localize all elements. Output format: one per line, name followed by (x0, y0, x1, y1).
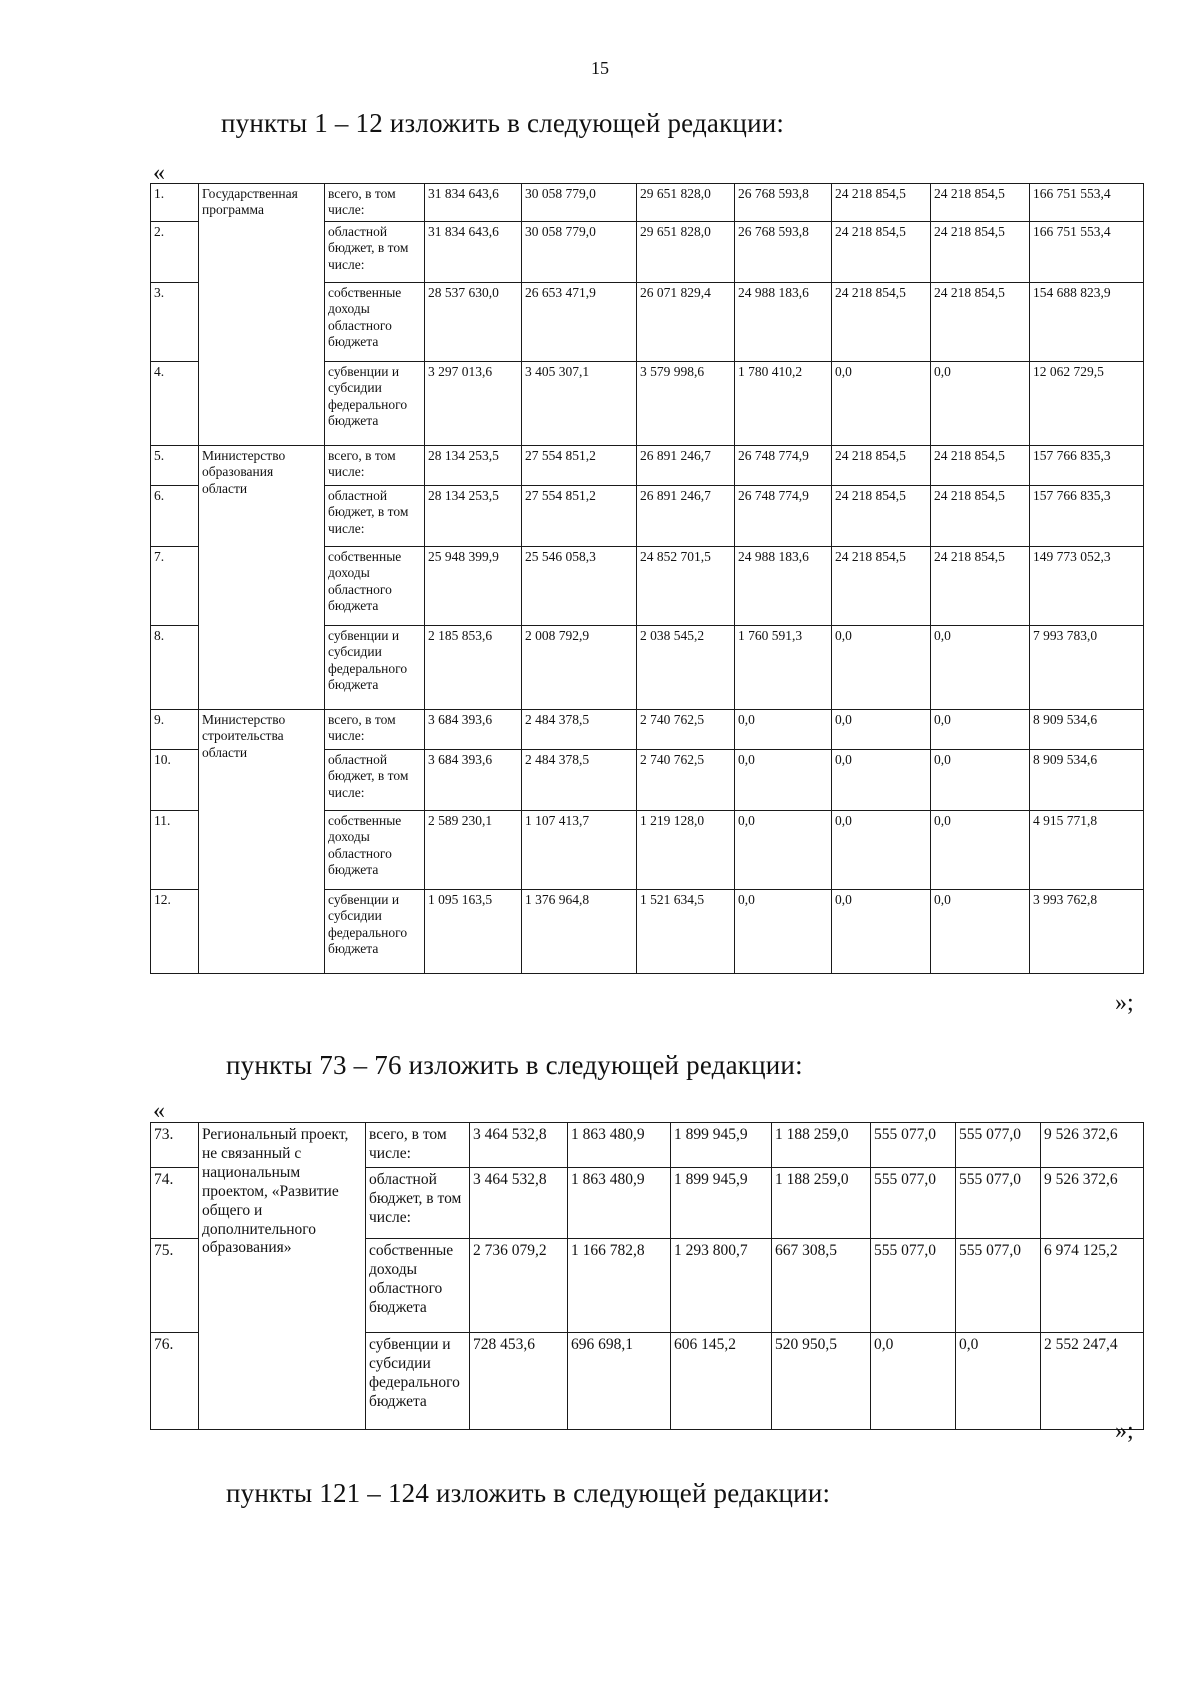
value-cell: 26 748 774,9 (735, 446, 832, 486)
value-cell: 2 484 378,5 (522, 750, 637, 811)
value-cell: 24 218 854,5 (931, 486, 1030, 547)
table-row (151, 446, 1144, 486)
value-cell: 2 589 230,1 (425, 811, 522, 890)
value-cell: 26 653 471,9 (522, 283, 637, 362)
value-cell: 3 405 307,1 (522, 362, 637, 446)
value-cell: 1 166 782,8 (568, 1238, 671, 1332)
total-cell: 8 909 534,6 (1030, 750, 1144, 811)
value-cell: 1 376 964,8 (522, 890, 637, 974)
value-cell: 3 579 998,6 (637, 362, 735, 446)
value-cell: 606 145,2 (671, 1332, 772, 1429)
category-cell: областной бюджет, в том числе: (325, 750, 425, 811)
category-cell: областной бюджет, в том числе: (325, 222, 425, 283)
section-heading: пункты 121 – 124 изложить в следующей редакции: (226, 1478, 831, 1508)
value-cell: 30 058 779,0 (522, 222, 637, 283)
group-name: Региональный проект, не связанный с национальным проектом, «Развитие общего и дополнительного образования» (199, 1123, 366, 1430)
total-cell: 7 993 783,0 (1030, 626, 1144, 710)
budget-table (150, 1122, 1144, 1430)
value-cell: 26 891 246,7 (637, 446, 735, 486)
value-cell: 0,0 (931, 626, 1030, 710)
section-heading: пункты 1 – 12 изложить в следующей редакции: (221, 108, 785, 138)
value-cell: 0,0 (735, 890, 832, 974)
value-cell: 696 698,1 (568, 1332, 671, 1429)
total-cell: 4 915 771,8 (1030, 811, 1144, 890)
category-cell: субвенции и субсидии федерального бюджета (325, 890, 425, 974)
close-quote: »; (1115, 1418, 1134, 1444)
value-cell: 0,0 (832, 710, 931, 750)
total-cell: 9 526 372,6 (1041, 1123, 1144, 1168)
value-cell: 31 834 643,6 (425, 184, 522, 222)
value-cell: 29 651 828,0 (637, 184, 735, 222)
open-quote: « (153, 160, 165, 186)
value-cell: 28 134 253,5 (425, 486, 522, 547)
value-cell: 1 188 259,0 (772, 1123, 871, 1168)
value-cell: 24 218 854,5 (832, 547, 931, 626)
value-cell: 1 188 259,0 (772, 1167, 871, 1238)
category-cell: собственные доходы областного бюджета (366, 1238, 470, 1332)
value-cell: 0,0 (832, 750, 931, 811)
value-cell: 2 736 079,2 (470, 1238, 568, 1332)
value-cell: 0,0 (931, 750, 1030, 811)
value-cell: 3 684 393,6 (425, 710, 522, 750)
row-number: 8. (151, 626, 199, 710)
value-cell: 667 308,5 (772, 1238, 871, 1332)
row-number: 74. (151, 1167, 199, 1238)
value-cell: 24 988 183,6 (735, 547, 832, 626)
value-cell: 0,0 (832, 626, 931, 710)
value-cell: 26 748 774,9 (735, 486, 832, 547)
value-cell: 0,0 (931, 811, 1030, 890)
table-row (151, 1123, 1144, 1168)
value-cell: 24 218 854,5 (931, 184, 1030, 222)
total-cell: 3 993 762,8 (1030, 890, 1144, 974)
budget-table (150, 183, 1144, 974)
value-cell: 1 107 413,7 (522, 811, 637, 890)
category-cell: всего, в том числе: (325, 446, 425, 486)
row-number: 4. (151, 362, 199, 446)
category-cell: областной бюджет, в том числе: (325, 486, 425, 547)
category-cell: всего, в том числе: (325, 184, 425, 222)
row-number: 7. (151, 547, 199, 626)
category-cell: субвенции и субсидии федерального бюджета (325, 362, 425, 446)
value-cell: 2 185 853,6 (425, 626, 522, 710)
page-number: 15 (591, 58, 609, 78)
value-cell: 3 464 532,8 (470, 1123, 568, 1168)
value-cell: 3 464 532,8 (470, 1167, 568, 1238)
row-number: 9. (151, 710, 199, 750)
value-cell: 555 077,0 (956, 1167, 1041, 1238)
row-number: 75. (151, 1238, 199, 1332)
value-cell: 0,0 (931, 890, 1030, 974)
value-cell: 3 684 393,6 (425, 750, 522, 811)
row-number: 6. (151, 486, 199, 547)
value-cell: 31 834 643,6 (425, 222, 522, 283)
value-cell: 1 780 410,2 (735, 362, 832, 446)
category-cell: собственные доходы областного бюджета (325, 811, 425, 890)
value-cell: 1 863 480,9 (568, 1123, 671, 1168)
value-cell: 2 038 545,2 (637, 626, 735, 710)
value-cell: 0,0 (832, 890, 931, 974)
row-number: 2. (151, 222, 199, 283)
category-cell: всего, в том числе: (366, 1123, 470, 1168)
category-cell: всего, в том числе: (325, 710, 425, 750)
value-cell: 1 521 634,5 (637, 890, 735, 974)
section-heading: пункты 73 – 76 изложить в следующей редакции: (226, 1050, 803, 1080)
value-cell: 728 453,6 (470, 1332, 568, 1429)
value-cell: 555 077,0 (956, 1123, 1041, 1168)
value-cell: 1 863 480,9 (568, 1167, 671, 1238)
total-cell: 149 773 052,3 (1030, 547, 1144, 626)
value-cell: 29 651 828,0 (637, 222, 735, 283)
value-cell: 1 219 128,0 (637, 811, 735, 890)
row-number: 76. (151, 1332, 199, 1429)
value-cell: 555 077,0 (871, 1238, 956, 1332)
value-cell: 2 740 762,5 (637, 710, 735, 750)
value-cell: 27 554 851,2 (522, 446, 637, 486)
value-cell: 30 058 779,0 (522, 184, 637, 222)
total-cell: 8 909 534,6 (1030, 710, 1144, 750)
value-cell: 24 218 854,5 (931, 547, 1030, 626)
value-cell: 28 537 630,0 (425, 283, 522, 362)
total-cell: 9 526 372,6 (1041, 1167, 1144, 1238)
value-cell: 2 740 762,5 (637, 750, 735, 811)
row-number: 12. (151, 890, 199, 974)
table-row (151, 710, 1144, 750)
row-number: 11. (151, 811, 199, 890)
value-cell: 0,0 (832, 362, 931, 446)
value-cell: 24 218 854,5 (931, 446, 1030, 486)
value-cell: 0,0 (832, 811, 931, 890)
value-cell: 1 899 945,9 (671, 1167, 772, 1238)
category-cell: субвенции и субсидии федерального бюджета (325, 626, 425, 710)
value-cell: 1 095 163,5 (425, 890, 522, 974)
total-cell: 154 688 823,9 (1030, 283, 1144, 362)
value-cell: 28 134 253,5 (425, 446, 522, 486)
total-cell: 157 766 835,3 (1030, 486, 1144, 547)
value-cell: 24 218 854,5 (832, 184, 931, 222)
open-quote: « (153, 1098, 165, 1124)
value-cell: 2 484 378,5 (522, 710, 637, 750)
value-cell: 520 950,5 (772, 1332, 871, 1429)
total-cell: 157 766 835,3 (1030, 446, 1144, 486)
value-cell: 26 891 246,7 (637, 486, 735, 547)
group-name: Государственная программа (199, 184, 325, 446)
value-cell: 26 768 593,8 (735, 184, 832, 222)
value-cell: 24 218 854,5 (832, 486, 931, 547)
value-cell: 27 554 851,2 (522, 486, 637, 547)
category-cell: субвенции и субсидии федерального бюджета (366, 1332, 470, 1429)
row-number: 10. (151, 750, 199, 811)
row-number: 1. (151, 184, 199, 222)
value-cell: 0,0 (735, 710, 832, 750)
total-cell: 6 974 125,2 (1041, 1238, 1144, 1332)
value-cell: 3 297 013,6 (425, 362, 522, 446)
value-cell: 25 948 399,9 (425, 547, 522, 626)
value-cell: 1 760 591,3 (735, 626, 832, 710)
value-cell: 0,0 (735, 811, 832, 890)
value-cell: 24 852 701,5 (637, 547, 735, 626)
value-cell: 24 218 854,5 (931, 222, 1030, 283)
value-cell: 555 077,0 (956, 1238, 1041, 1332)
group-name: Министерство образования области (199, 446, 325, 710)
value-cell: 1 293 800,7 (671, 1238, 772, 1332)
total-cell: 2 552 247,4 (1041, 1332, 1144, 1429)
value-cell: 0,0 (735, 750, 832, 811)
category-cell: собственные доходы областного бюджета (325, 547, 425, 626)
total-cell: 166 751 553,4 (1030, 222, 1144, 283)
value-cell: 26 071 829,4 (637, 283, 735, 362)
value-cell: 25 546 058,3 (522, 547, 637, 626)
value-cell: 24 988 183,6 (735, 283, 832, 362)
value-cell: 0,0 (956, 1332, 1041, 1429)
row-number: 73. (151, 1123, 199, 1168)
value-cell: 24 218 854,5 (832, 283, 931, 362)
row-number: 3. (151, 283, 199, 362)
category-cell: областной бюджет, в том числе: (366, 1167, 470, 1238)
total-cell: 166 751 553,4 (1030, 184, 1144, 222)
row-number: 5. (151, 446, 199, 486)
value-cell: 0,0 (931, 710, 1030, 750)
value-cell: 24 218 854,5 (832, 446, 931, 486)
value-cell: 1 899 945,9 (671, 1123, 772, 1168)
total-cell: 12 062 729,5 (1030, 362, 1144, 446)
group-name: Министерство строительства области (199, 710, 325, 974)
value-cell: 0,0 (931, 362, 1030, 446)
category-cell: собственные доходы областного бюджета (325, 283, 425, 362)
value-cell: 26 768 593,8 (735, 222, 832, 283)
close-quote: »; (1115, 990, 1134, 1016)
value-cell: 2 008 792,9 (522, 626, 637, 710)
value-cell: 555 077,0 (871, 1167, 956, 1238)
value-cell: 24 218 854,5 (832, 222, 931, 283)
value-cell: 555 077,0 (871, 1123, 956, 1168)
value-cell: 0,0 (871, 1332, 956, 1429)
table-row (151, 184, 1144, 222)
value-cell: 24 218 854,5 (931, 283, 1030, 362)
